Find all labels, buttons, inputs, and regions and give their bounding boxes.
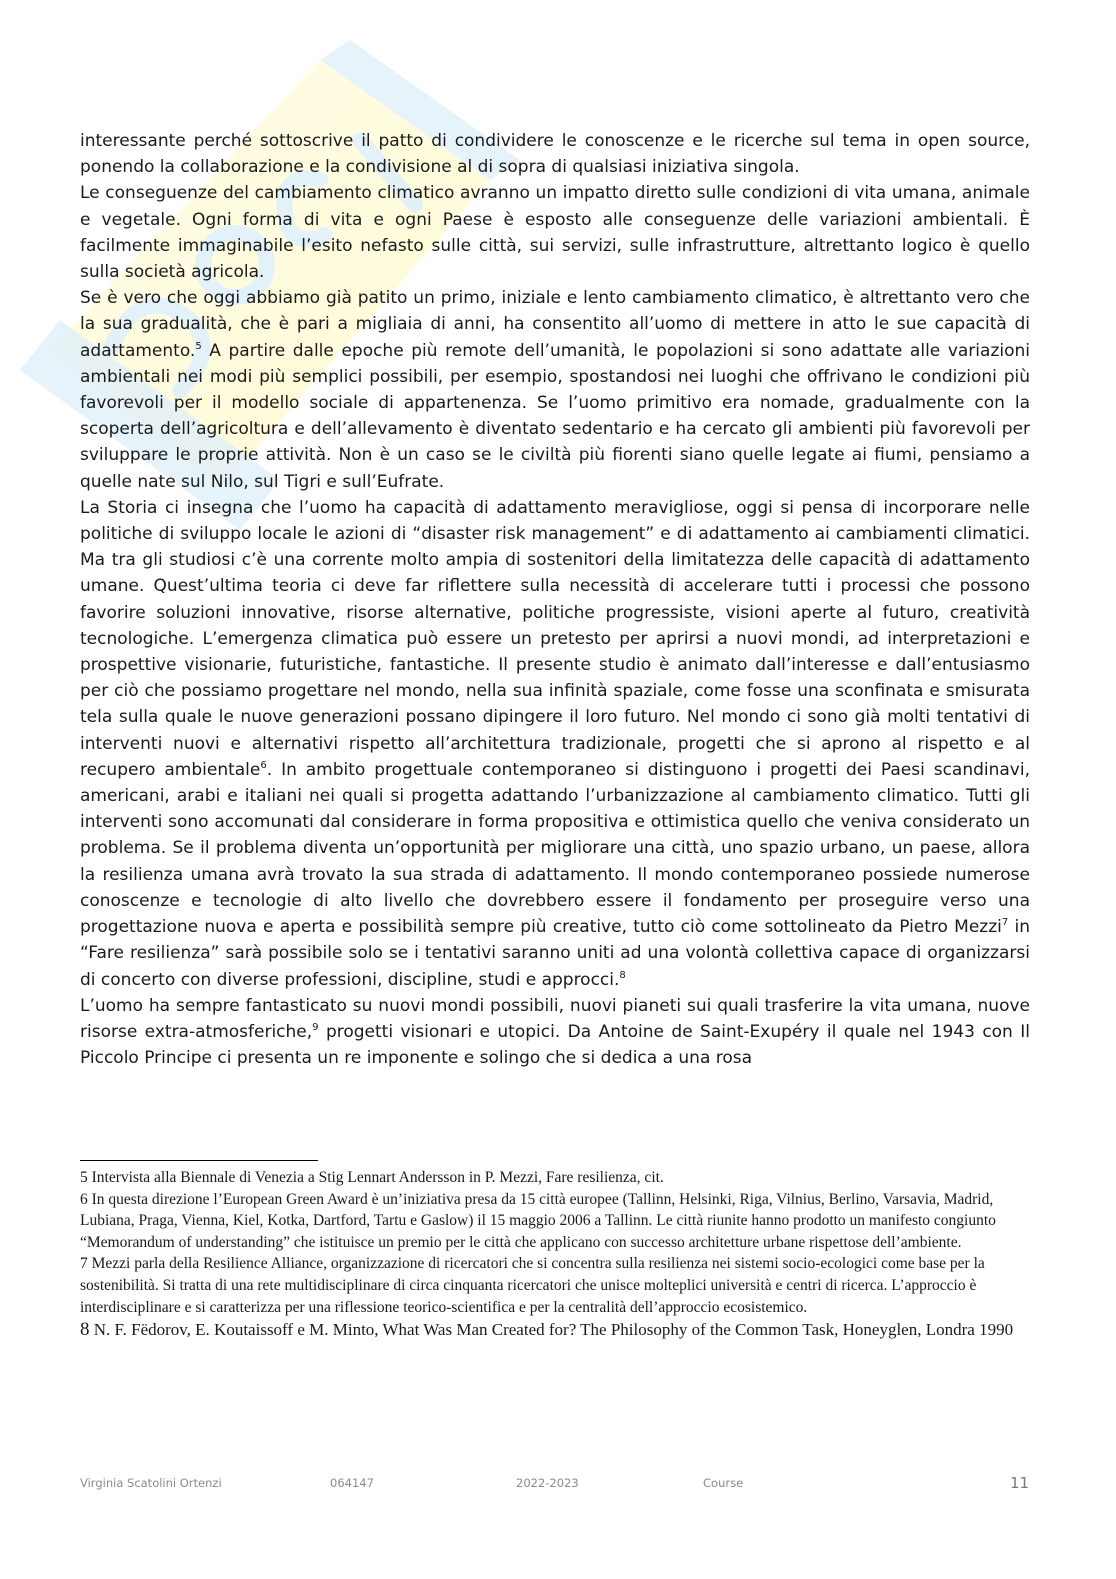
footnotes-section xyxy=(80,1160,1030,1341)
paragraph-5: L’uomo ha sempre fantasticato su nuovi mondi possibili, nuovi pianeti sui quali trasferire la vita umana, nuove risorse extra-atmosferiche,$^9$ progetti visionari e utopici. Da Antoine de Saint-Exupéry il quale nel 1943 con Il Piccolo Principe ci presenta un re imponente e solingo che si dedica a una rosa xyxy=(80,995,1030,1069)
footnote-divider xyxy=(80,1160,318,1161)
paragraph-2: Le conseguenze del cambiamento climatico avranno un impatto diretto sulle condizioni di vita umana, animale e vegetale. Ogni forma di vita e ogni Paese è esposto alle conseguenze delle variazioni ambientali. È facilmente immaginabile l’esito nefasto sulle città, sui servizi, sulle infrastrutture, altrettanto logico è quello sulla società agricola. xyxy=(80,183,1030,283)
footnote-6: 6 In questa direzione l’European Green Award è un’iniziativa presa da 15 città europee (Tallinn, Helsinki, Riga, Vilnius, Berlino, Varsavia, Madrid, Lubiana, Praga, Vienna, Kiel, Kotka, Dartford, Tartu e Gaslow) il 15 maggio 2006 a Tallinn. Le città riunite hanno prodotto un manifesto congiunto “Memorandum of understanding” che istituisce un premio per le città che applicano con successo architetture urbane rispettose dell’ambiente. xyxy=(80,1190,996,1251)
main-body xyxy=(80,128,1030,1071)
paragraph-4: La Storia ci insegna che l’uomo ha capacità di adattamento meravigliose, oggi si pensa di incorporare nelle politiche di sviluppo locale le azioni di “disaster risk management” e di adattamento ai cambiamenti climatici. Ma tra gli studiosi c’è una corrente molto ampia di sostenitori della limitatezza delle capacità di adattamento umane. Quest’ultima teoria ci deve far riflettere sulla necessità di accelerare tutti i processi che possono favorire soluzioni innovative, risorse alternative, politiche progressiste, visioni aperte al futuro, creatività tecnologiche. L’emergenza climatica può essere un pretesto per aprirsi a nuovi mondi, ad interpretazioni e prospettive visionarie, futuristiche, fantastiche. Il presente studio è animato dall’interesse e dall’entusiasmo per ciò che possiamo progettare nel mondo, nella sua infinità spaziale, come fosse una sconfinata e smisurata tela sulla quale le nuove generazioni possano dipingere il loro futuro. Nel mondo ci sono già molti tentativi di interventi nuovi e alternativi rispetto all’architettura tradizionale, progetti che si aprono al rispetto e al recupero ambientale$^6$. In ambito progettuale contemporaneo si distinguono i progetti dei Paesi scandinavi, americani, arabi e italiani nei quali si progetta adattando l’urbanizzazione al cambiamento climatico. Tutti gli interventi sono accomunati dal considerare in forma propositiva e ottimistica quello che veniva considerato un problema. Se il problema diventa un’opportunità per migliorare una città, uno spazio urbano, un paese, allora la resilienza umana avrà trovato la sua strada di adattamento. Il mondo contemporaneo possiede numerose conoscenze e tecnologie di alto livello che dovrebbero essere il fondamento per proseguire verso una progettazione nuova e aperta e possibilità sempre più creative, tutto ciò come sottolineato da Pietro Mezzi$^7$ in “Fare resilienza” sarà possibile solo se i tentativi saranno uniti ad una volontà collettiva capace di organizzarsi di concerto con diverse professioni, discipline, studi e approcci.$^8$ xyxy=(80,497,1031,990)
footer-id: 064147 xyxy=(330,1476,374,1490)
footnote-ref: 6 xyxy=(260,759,267,771)
page-number: 11 xyxy=(1010,1474,1030,1492)
footnote-ref: 5 xyxy=(195,340,202,352)
footnote-5: 5 Intervista alla Biennale di Venezia a Stig Lennart Andersson in P. Mezzi, Fare resilienza, cit. xyxy=(80,1169,664,1186)
footer-year: 2022-2023 xyxy=(516,1476,579,1490)
paragraph-3: Se è vero che oggi abbiamo già patito un primo, iniziale e lento cambiamento climatico, è altrettanto vero che la sua gradualità, che è pari a migliaia di anni, ha consentito all’uomo di mettere in atto le sue capacità di adattamento.$^5$ A partire dalle epoche più remote dell’umanità, le popolazioni si sono adattate alle variazioni ambientali nei modi più semplici possibili, per esempio, spostandosi nei luoghi che offrivano le condizioni più favorevoli per il modello sociale di appartenenza. Se l’uomo primitivo era nomade, gradualmente con la scoperta dell’agricoltura e dell’allevamento è diventato sedentario e ha cercato gli ambienti più favorevoli per sviluppare le proprie attività. Non è un caso se le civiltà più fiorenti siano quelle legate ai fiumi, pensiamo a quelle nate sul Nilo, sul Tigri e sull’Eufrate. xyxy=(80,288,1030,492)
footnote-ref: 8 xyxy=(619,969,626,981)
footnote-8: 8 N. F. Fëdorov, E. Koutaissoff e M. Minto, What Was Man Created for? The Philosophy of the Common Task, Honeyglen, Londra 1990 xyxy=(80,1319,1014,1341)
footer-course: Course xyxy=(703,1476,744,1490)
footnote-ref: 7 xyxy=(1001,917,1009,929)
page-footer xyxy=(0,1474,1116,1494)
paragraph-1: interessante perché sottoscrive il patto di condividere le conoscenze e le ricerche sul tema in open source, ponendo la collaborazione e la condivisione al di sopra di qualsiasi iniziativa singola. xyxy=(80,131,1030,178)
footnote-7: 7 Mezzi parla della Resilience Alliance, organizzazione di ricercatori che si concentra sulla resilienza nei sistemi socio-ecologici come base per la sostenibilità. Si tratta di una rete multidisciplinare di circa cinquanta ricercatori che unisce molteplici università e centri di ricerca. L’approccio è interdisciplinare e si caratterizza per una riflessione teorico-scientifica e per la centralità dell’approccio ecosistemico. xyxy=(80,1255,985,1316)
footer-author: Virginia Scatolini Ortenzi xyxy=(80,1476,222,1490)
footnote-ref: 9 xyxy=(312,1021,319,1033)
